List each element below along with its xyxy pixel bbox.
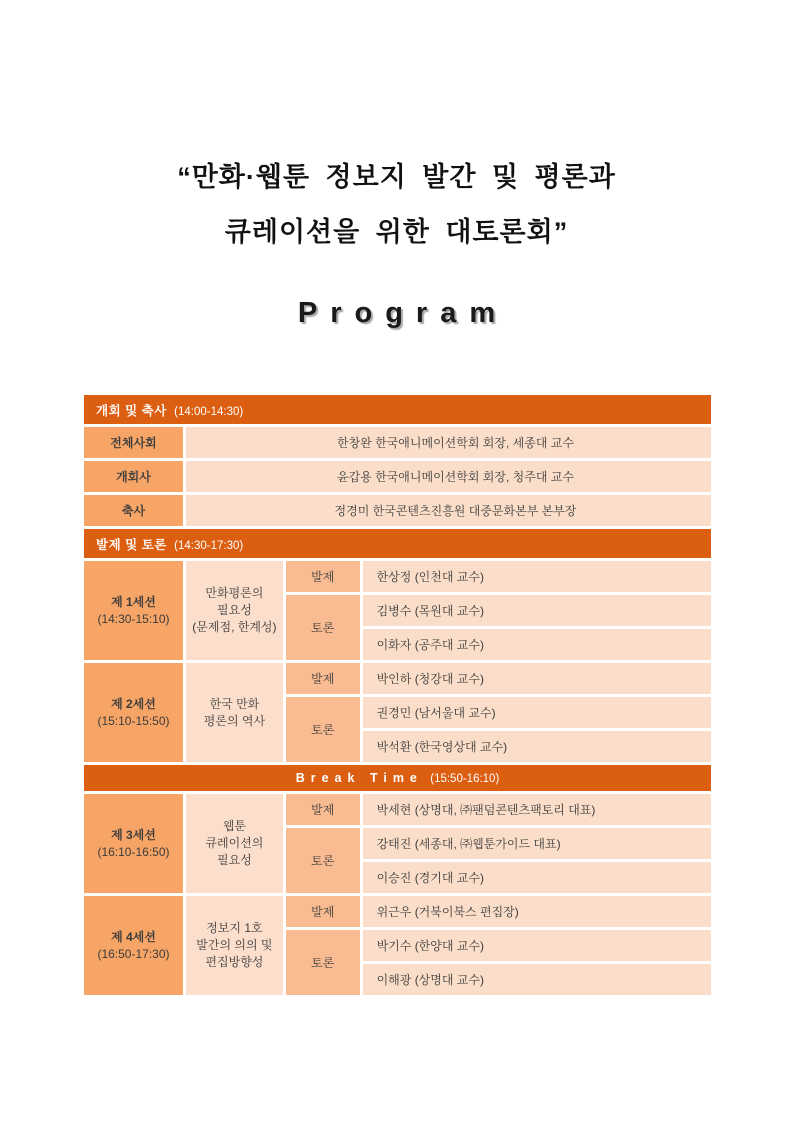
session-2-topic (186, 663, 283, 762)
role-presentation: 발제 (286, 561, 360, 592)
session-1-presenter-row (84, 561, 711, 592)
section-discussion-time: (14:30-17:30) (174, 539, 244, 552)
topic-line: 편집방향성 (205, 954, 264, 969)
topic-line: 한국 만화 (209, 696, 260, 711)
title-line-1: “만화·웹툰 정보지 발간 및 평론과 (177, 162, 616, 192)
section-header-discussion-bar (84, 529, 711, 558)
role-discussion: 토론 (286, 595, 360, 660)
section-opening-label: 개회 및 축사 (96, 403, 167, 418)
session-2-time: (15:10-15:50) (97, 714, 170, 729)
topic-line: 필요성 (217, 603, 252, 618)
session-1-name: 제 1세션 (111, 594, 156, 609)
section-discussion-label: 발제 및 토론 (96, 537, 167, 552)
section-header-opening-bar (84, 395, 711, 424)
session-3-presenter: 박세현 (상명대, ㈜팬덤콘텐츠팩토리 대표) (363, 794, 711, 825)
session-2-name: 제 2세션 (111, 696, 156, 711)
role-presentation: 발제 (286, 663, 360, 694)
session-4-discussant-1: 박기수 (한양대 교수) (363, 930, 711, 961)
break-time: (15:50-16:10) (430, 773, 500, 785)
session-3-discussant-1: 강태진 (세종대, ㈜웹툰가이드 대표) (363, 828, 711, 859)
session-2-presenter: 박인하 (청강대 교수) (363, 663, 711, 694)
topic-line: 필요성 (217, 852, 252, 867)
role-discussion: 토론 (286, 697, 360, 762)
session-2-cell (84, 663, 183, 762)
session-4-name: 제 4세션 (111, 929, 156, 944)
topic-line: 웹툰 (222, 819, 246, 834)
session-3-cell (84, 794, 183, 893)
table-row-opening-address (84, 461, 711, 492)
topic-line: 큐레이션의 (205, 836, 264, 851)
topic-line: 평론의 역사 (203, 713, 266, 728)
session-3-topic (186, 794, 283, 893)
session-1-topic (186, 561, 283, 660)
topic-line: (문제점, 한계성) (192, 619, 277, 634)
row-label-congratulatory-address: 축사 (84, 495, 183, 526)
program-schedule-table (81, 392, 714, 998)
session-1-discussant-2: 이화자 (공주대 교수) (363, 629, 711, 660)
section-header-opening (84, 395, 711, 424)
program-heading: Program (297, 297, 509, 329)
role-discussion: 토론 (286, 828, 360, 893)
session-1-presenter: 한상정 (인천대 교수) (363, 561, 711, 592)
title-line-2: 큐레이션을 위한 대토론회” (224, 217, 569, 247)
document-title (0, 150, 793, 260)
row-value-congratulatory-address: 정경미 한국콘텐츠진흥원 대중문화본부 본부장 (186, 495, 711, 526)
row-label-opening-address: 개회사 (84, 461, 183, 492)
session-4-discussant-2: 이해광 (상명대 교수) (363, 964, 711, 995)
table-row-congratulatory-address (84, 495, 711, 526)
session-2-discussant-2: 박석환 (한국영상대 교수) (363, 731, 711, 762)
session-1-cell (84, 561, 183, 660)
break-label: Break Time (295, 771, 423, 785)
session-4-cell (84, 896, 183, 995)
role-discussion: 토론 (286, 930, 360, 995)
role-presentation: 발제 (286, 896, 360, 927)
row-value-opening-address: 윤갑용 한국애니메이션학회 회장, 청주대 교수 (186, 461, 711, 492)
session-4-topic (186, 896, 283, 995)
session-4-presenter-row (84, 896, 711, 927)
topic-line: 만화평론의 (205, 586, 264, 601)
topic-line: 발간의 의의 및 (196, 938, 273, 953)
session-1-time: (14:30-15:10) (97, 612, 170, 627)
session-3-name: 제 3세션 (111, 827, 156, 842)
topic-line: 정보지 1호 (206, 921, 263, 936)
break-time-row (84, 765, 711, 791)
session-1-discussant-1: 김병수 (목원대 교수) (363, 595, 711, 626)
section-header-discussion (84, 529, 711, 558)
table-row-moderator (84, 427, 711, 458)
row-label-moderator: 전체사회 (84, 427, 183, 458)
row-value-moderator: 한창완 한국애니메이션학회 회장, 세종대 교수 (186, 427, 711, 458)
session-3-time: (16:10-16:50) (97, 845, 170, 860)
session-2-discussant-1: 권경민 (남서울대 교수) (363, 697, 711, 728)
session-3-presenter-row (84, 794, 711, 825)
session-4-presenter: 위근우 (거북이북스 편집장) (363, 896, 711, 927)
section-opening-time: (14:00-14:30) (174, 405, 244, 418)
role-presentation: 발제 (286, 794, 360, 825)
break-time-bar (84, 765, 711, 791)
session-3-discussant-2: 이승진 (경기대 교수) (363, 862, 711, 893)
session-4-time: (16:50-17:30) (97, 947, 170, 962)
session-2-presenter-row (84, 663, 711, 694)
